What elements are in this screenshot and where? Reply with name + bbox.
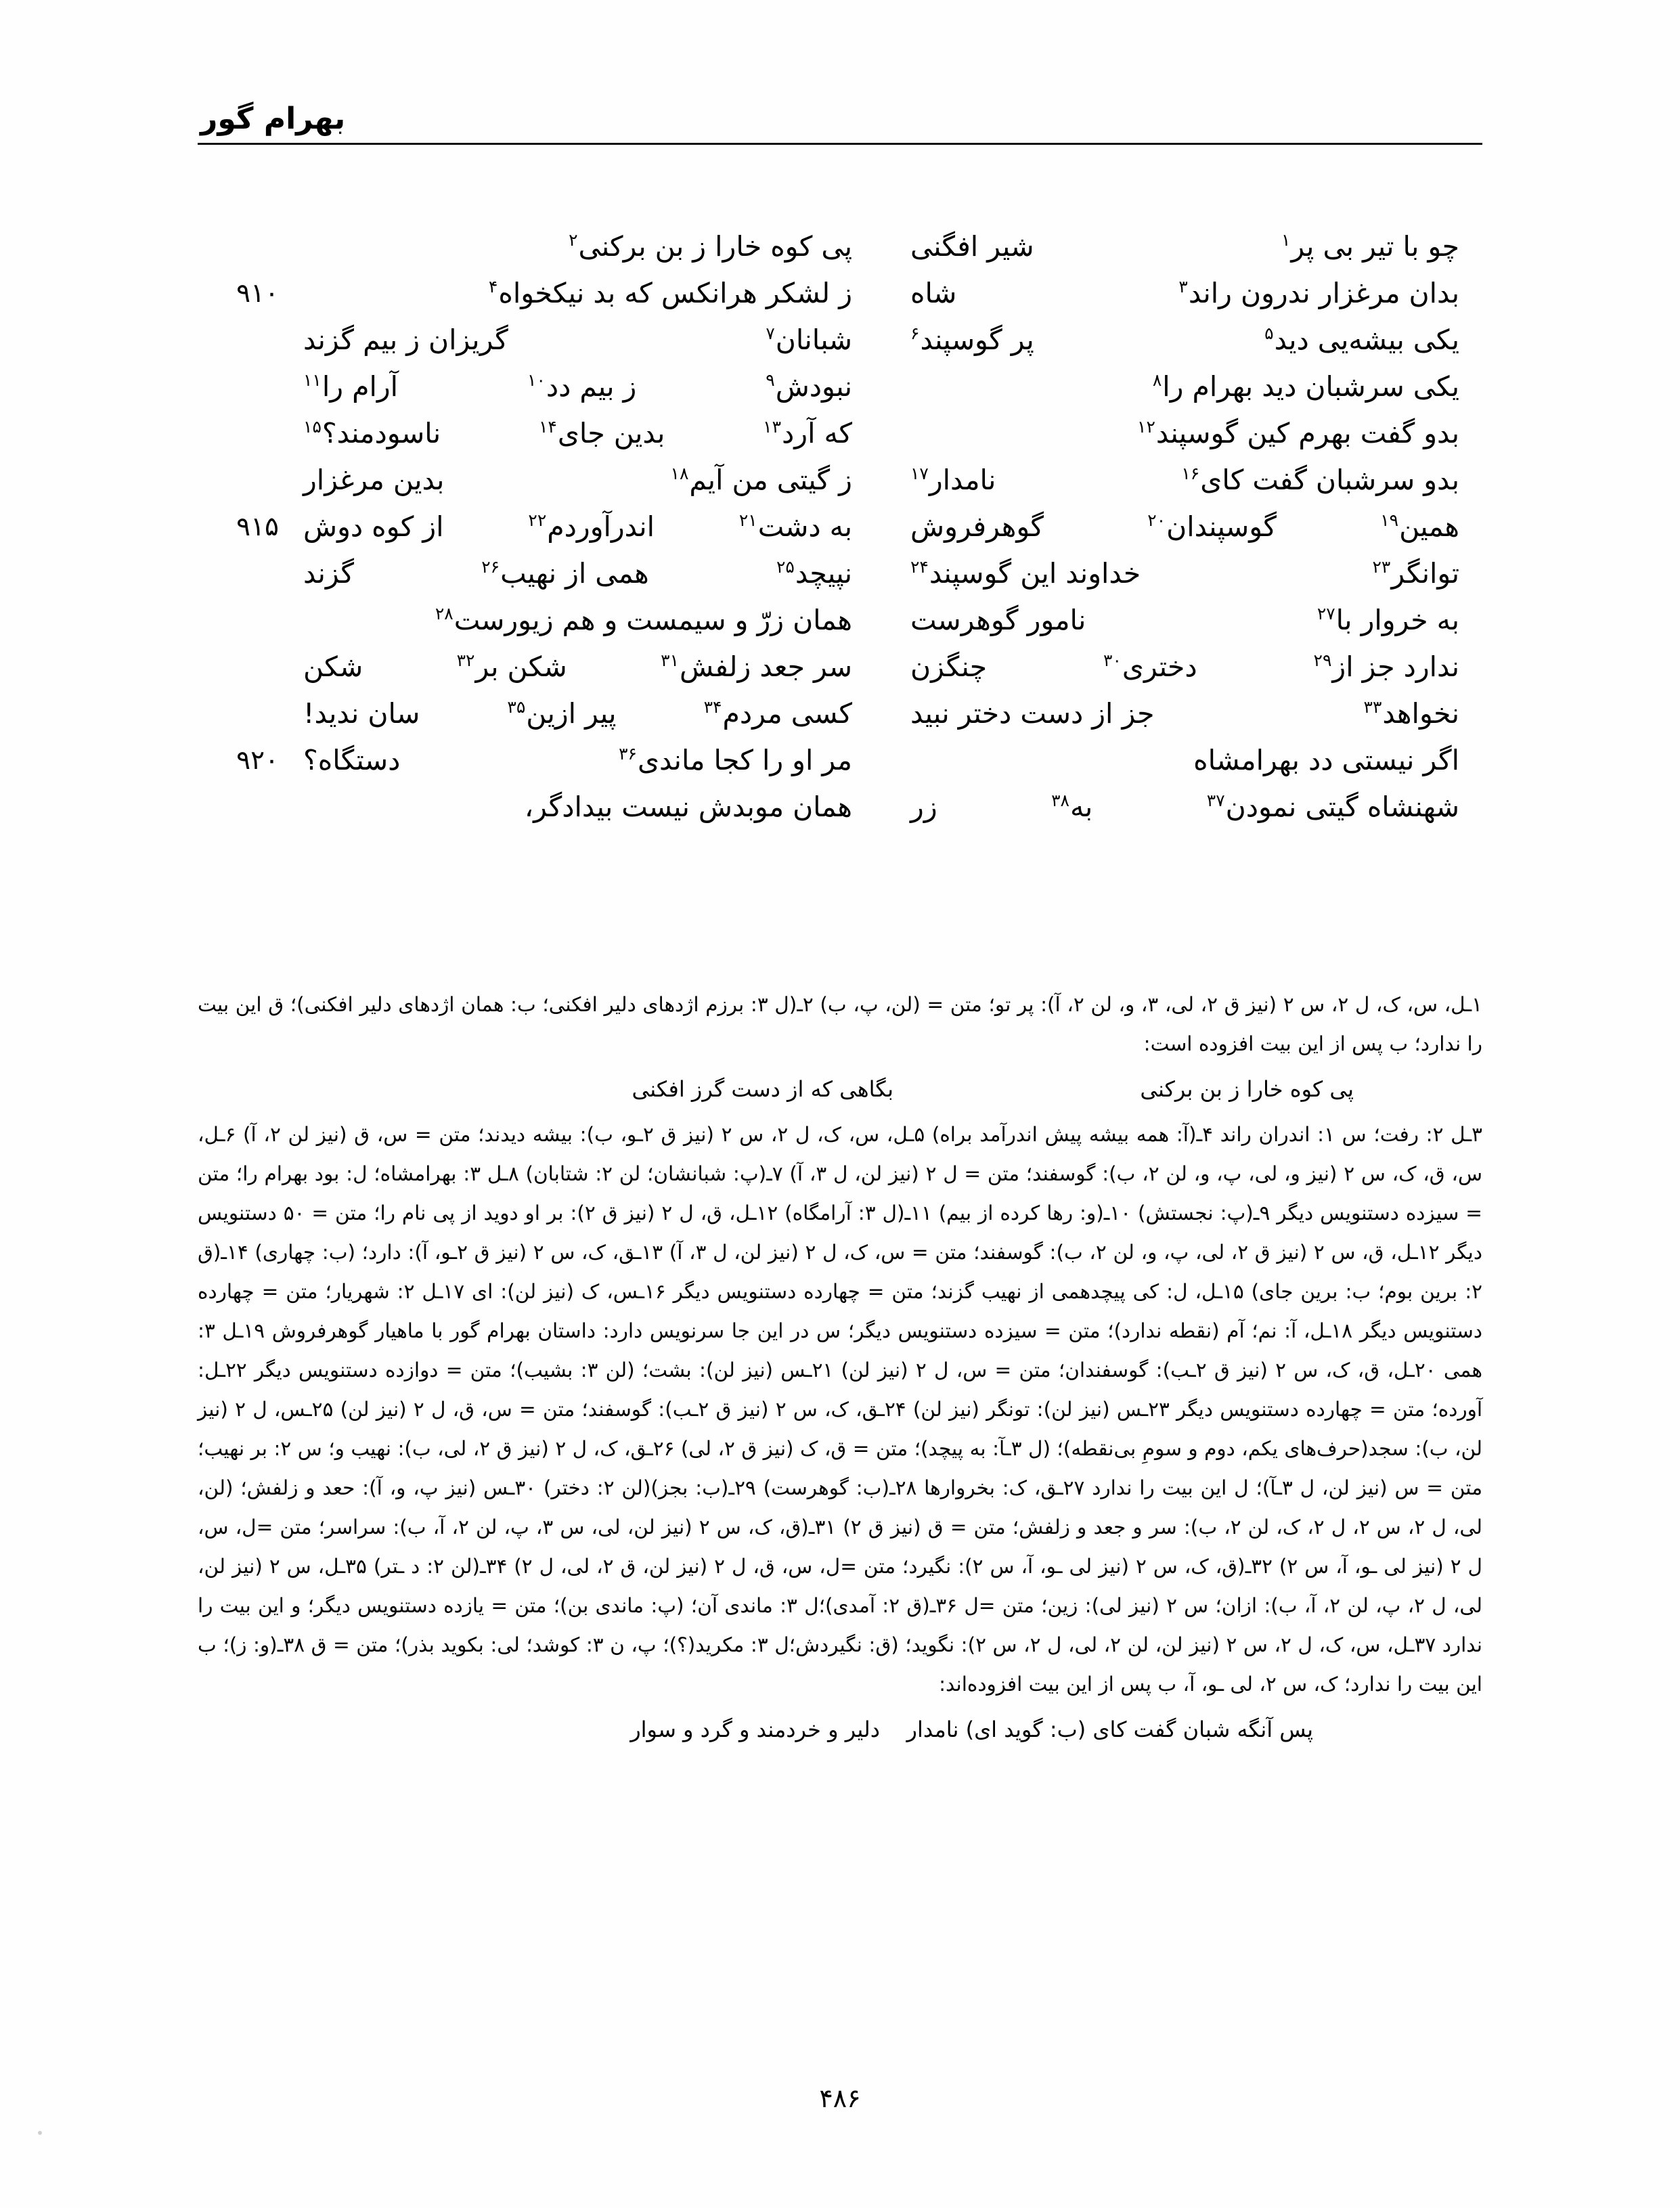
footnote-marker: ۹ — [766, 370, 775, 391]
verse-2-hemistich-1 — [887, 317, 1482, 363]
verse-3-h2-segment-0: نبودش$^۹$ — [766, 370, 852, 403]
verse-1-h2-segment-0: ز لشکر هرانکس که بد نیکخواه$^۴$ — [488, 277, 852, 309]
footnote-marker: ۳ — [1178, 277, 1188, 297]
verse-9-hemistich-1 — [887, 644, 1482, 690]
verse-10-h2-segment-1: پیر ازین$^{۳۵}$ — [507, 697, 617, 730]
verse-line — [198, 504, 1482, 550]
footnote-marker: ۲۱ — [738, 510, 757, 531]
inset-verse-1-hemistich-1: پی کوه خارا ز بن برکنی — [1140, 1076, 1354, 1102]
footnote-marker: ۳۵ — [507, 697, 526, 717]
verse-0-hemistich-1 — [887, 223, 1482, 270]
footnote-marker: ۱۸ — [670, 464, 689, 484]
folio-page-number: ۴۸۶ — [819, 2083, 861, 2113]
footnote-marker: ۵ — [1264, 324, 1274, 344]
verse-4-h2-segment-1: بدین جای$^{۱۴}$ — [538, 417, 665, 449]
verse-11-h1-segment-0: اگر نیستی دد بهرامشاه — [1193, 744, 1459, 776]
verse-3-h2-segment-1: ز بیم دد$^{۱۰}$ — [527, 370, 637, 403]
inset-verse-1 — [198, 1067, 1482, 1111]
verse-9-h2-segment-1: شکن بر$^{۳۲}$ — [456, 650, 567, 683]
verse-9-h1-segment-0: ندارد جز از$^{۲۹}$ — [1313, 650, 1459, 683]
verse-11-hemistich-2 — [280, 737, 875, 784]
verse-8-h1-segment-1: نامور گوهرست — [910, 604, 1086, 636]
verse-0-h1-segment-1: شیر افگنی — [910, 230, 1034, 263]
verse-3-h1-segment-0: یکی سرشبان دید بهرام را$^۸$ — [1152, 370, 1459, 403]
verse-8-h2-segment-0: همان زرّ و سیمست و هم زیورست$^{۲۸}$ — [435, 604, 852, 636]
verse-7-h2-segment-2: گزند — [303, 557, 355, 590]
footnote-marker: ۳۶ — [619, 744, 637, 764]
verse-10-h1-segment-1: جز از دست دختر نبید — [910, 697, 1155, 730]
verse-9-h1-segment-2: چنگزن — [910, 650, 988, 683]
verse-1-hemistich-1 — [887, 270, 1482, 317]
inset-verse-2 — [198, 1708, 1482, 1751]
verse-2-h1-segment-0: یکی بیشه‌یی دید$^۵$ — [1264, 324, 1459, 356]
verse-12-hemistich-2 — [280, 784, 875, 831]
footnote-marker: ۱۱ — [303, 370, 322, 391]
verse-5-hemistich-2 — [280, 457, 875, 504]
verse-2-h2-segment-1: گریزان ز بیم گزند — [303, 324, 508, 356]
footnote-marker: ۱۹ — [1380, 510, 1399, 531]
verse-line — [198, 737, 1482, 784]
footnote-marker: ۳۰ — [1103, 650, 1122, 671]
footnote-marker: ۲۷ — [1317, 604, 1335, 624]
verse-12-hemistich-1 — [887, 784, 1482, 831]
verse-10-h1-segment-0: نخواهد$^{۳۳}$ — [1363, 697, 1459, 730]
verse-4-hemistich-2 — [280, 410, 875, 457]
verse-11-hemistich-1 — [887, 737, 1482, 784]
footnote-marker: ۲۴ — [910, 557, 929, 577]
verse-4-h2-segment-2: ناسودمند؟$^{۱۵}$ — [303, 417, 441, 449]
verse-2-hemistich-2 — [280, 317, 875, 363]
footnote-marker: ۶ — [910, 324, 920, 344]
verse-3-h2-segment-2: آرام را$^{۱۱}$ — [303, 370, 399, 403]
inset-verse-2-hemistich-2: دلیر و خردمند و گرد و سوار — [630, 1717, 880, 1742]
verse-3-hemistich-1 — [887, 363, 1482, 410]
verse-12-h1-segment-1: به$^{۳۸}$ — [1051, 791, 1093, 823]
page-header — [198, 102, 1482, 145]
verse-6-h1-segment-1: گوسپندان$^{۲۰}$ — [1147, 510, 1277, 543]
verse-7-h1-segment-1: خداوند این گوسپند$^{۲۴}$ — [910, 557, 1141, 590]
verse-12-h1-segment-0: شهنشاه گیتی نمودن$^{۳۷}$ — [1206, 791, 1459, 823]
verse-2-h2-segment-0: شبانان$^۷$ — [766, 324, 852, 356]
verse-1-hemistich-2 — [280, 270, 875, 317]
footnote-marker: ۲۹ — [1313, 650, 1332, 671]
verse-line — [198, 317, 1482, 363]
verse-2-h1-segment-1: پر گوسپند$^۶$ — [910, 324, 1034, 356]
verse-line — [198, 270, 1482, 317]
verse-4-hemistich-1 — [887, 410, 1482, 457]
verse-line — [198, 550, 1482, 597]
verse-7-hemistich-2 — [280, 550, 875, 597]
verse-5-h2-segment-1: بدین مرغزار — [303, 464, 445, 496]
footnote-marker: ۴ — [488, 277, 498, 297]
inset-verse-1-hemistich-2: بگاهی که از دست گرز افکنی — [632, 1076, 893, 1102]
footnote-marker: ۲۶ — [481, 557, 500, 577]
verse-7-h2-segment-0: نپیچد$^{۲۵}$ — [776, 557, 852, 590]
footnote-marker: ۱۶ — [1181, 464, 1200, 484]
verse-8-h1-segment-0: به خروار با$^{۲۷}$ — [1317, 604, 1459, 636]
verse-4-h1-segment-0: بدو گفت بهرم کین گوسپند$^{۱۲}$ — [1137, 417, 1459, 449]
verse-9-hemistich-2 — [280, 644, 875, 690]
verse-1-h1-segment-0: بدان مرغزار ندرون راند$^۳$ — [1178, 277, 1459, 309]
apparatus-paragraph-1: ۱ـل، س، ک، ل ۲، س ۲ (نیز ق ۲، لی، ۳، و، لن ۲، آ): پر تو؛ متن = (لن، پ، ب) ۲ـ(ل ۳: برزم اژدهای دلیر افکنی؛ ب: همان اژدهای دلیر افکنی)؛ ق این بیت را ندارد؛ ب پس از این بیت افزوده است: — [198, 993, 1483, 1055]
verse-0-hemistich-2 — [280, 223, 875, 270]
verse-3-hemistich-2 — [280, 363, 875, 410]
verse-9-h2-segment-0: سر جعد زلفش$^{۳۱}$ — [661, 650, 852, 683]
verse-5-h1-segment-1: نامدار$^{۱۷}$ — [910, 464, 996, 496]
verse-7-h2-segment-1: همی از نهیب$^{۲۶}$ — [481, 557, 649, 590]
header-divider-rule — [198, 143, 1482, 145]
verse-4-h2-segment-0: که آرد$^{۱۳}$ — [763, 417, 852, 449]
footnote-marker: ۳۱ — [661, 650, 679, 671]
footnote-marker: ۱۳ — [763, 417, 782, 437]
verse-line — [198, 597, 1482, 644]
footnote-marker: ۳۳ — [1363, 697, 1382, 717]
scan-artifact — [38, 2131, 42, 2135]
verse-10-hemistich-2 — [280, 690, 875, 737]
verse-0-h2-segment-0: پی کوه خارا ز بن برکنی$^۲$ — [569, 230, 852, 263]
verse-line — [198, 410, 1482, 457]
verse-line — [198, 457, 1482, 504]
verse-10-hemistich-1 — [887, 690, 1482, 737]
footnote-marker: ۱۰ — [527, 370, 546, 391]
footnote-marker: ۷ — [766, 324, 775, 344]
verse-number: ۹۲۰ — [236, 745, 279, 776]
footnote-marker: ۳۴ — [703, 697, 722, 717]
footnote-marker: ۲۳ — [1372, 557, 1391, 577]
verse-line — [198, 644, 1482, 690]
footnote-marker: ۲۵ — [776, 557, 795, 577]
verse-6-h2-segment-2: از کوه دوش — [303, 510, 444, 543]
footnote-marker: ۲۲ — [528, 510, 547, 531]
verse-6-h1-segment-0: همین$^{۱۹}$ — [1380, 510, 1459, 543]
verse-5-hemistich-1 — [887, 457, 1482, 504]
verse-11-h2-segment-0: مر او را کجا ماندی$^{۳۶}$ — [619, 744, 852, 776]
verse-5-h2-segment-0: ز گیتی من آیم$^{۱۸}$ — [670, 464, 852, 496]
verse-8-hemistich-1 — [887, 597, 1482, 644]
verse-6-h2-segment-0: به دشت$^{۲۱}$ — [738, 510, 852, 543]
footnote-marker: ۱۵ — [303, 417, 322, 437]
verse-line — [198, 363, 1482, 410]
verse-12-h1-segment-2: زر — [910, 791, 937, 823]
footnote-marker: ۲۸ — [435, 604, 454, 624]
footnote-marker: ۱۲ — [1137, 417, 1155, 437]
footnote-marker: ۱۷ — [910, 464, 929, 484]
verse-6-hemistich-1 — [887, 504, 1482, 550]
footnote-marker: ۱ — [1281, 230, 1291, 250]
verse-5-h1-segment-0: بدو سرشبان گفت کای$^{۱۶}$ — [1181, 464, 1459, 496]
verse-7-h1-segment-0: توانگر$^{۲۳}$ — [1372, 557, 1459, 590]
footnote-marker: ۲۰ — [1147, 510, 1166, 531]
verse-6-h2-segment-1: اندرآوردم$^{۲۲}$ — [528, 510, 655, 543]
footnote-marker: ۲ — [569, 230, 578, 250]
verse-line — [198, 784, 1482, 831]
footnote-marker: ۳۸ — [1051, 791, 1069, 811]
verse-0-h1-segment-0: چو با تیر بی پر$^۱$ — [1281, 230, 1459, 263]
verse-number: ۹۱۵ — [236, 512, 279, 542]
inset-verse-2-hemistich-1: پس آنگه شبان گفت کای (ب: گوید ای) نامدار — [906, 1717, 1313, 1742]
footnote-marker: ۱۴ — [538, 417, 557, 437]
apparatus-paragraph-2: ۳ـل ۲: رفت؛ س ۱: اندران راند ۴ـ(آ: همه بیشه پیش اندرآمد براه) ۵ـل، س، ک، ل ۲، س ۲ (نیز ق ۲ـو، ب): بیشه دیدند؛ متن = س، ق (نیز لن ۲، آ) ۶ـل، س، ق، ک، س ۲ (نیز و، لی، پ، و، لن ۲، ب): گوسفند؛ متن = ل ۲ (نیز لن، ل ۳، آ) ۷ـ(پ: شبانشان؛ لن ۲: شتابان) ۸ـل ۳: بهرامشاه؛ ل: بود بهرام را؛ متن = سیزده دستنویس دیگر ۹ـ(پ: نجستش) ۱۰ـ(و: رها کرده از بیم) ۱۱ـ(ل ۳: آرامگاه) ۱۲ـل، ق، ل ۲ (نیز ق ۲): بر او دوید از پی نام را؛ متن = ۵۰ دستنویس دیگر ۱۲ـل، ق، س ۲ (نیز ق ۲، لی، پ، و، لن ۲، ب): گوسفند؛ متن = س، ک، ل ۲ (نیز لن، ل ۳، آ) ۱۳ـق، ک، س ۲ (نیز ق ۲ـو، آ): دارد؛ (ب: چهاری) ۱۴ـ(ق ۲: برین بوم؛ ب: برین جای) ۱۵ـل، ل: کی پیچدهمی از نهیب گزند؛ متن = چهارده دستنویس دیگر ۱۶ـس، ک (نیز لن): ای ۱۷ـل ۲: شهریار؛ متن = چهارده دستنویس دیگر ۱۸ـل، آ: نم؛ آم (نقطه ندارد)؛ متن = سیزده دستنویس دیگر؛ س در این جا سرنویس دارد: داستان بهرام گور با ماهیار گوهرفروش ۱۹ـل ۳: همی ۲۰ـل، ق، ک، س ۲ (نیز ق ۲ـب): گوسفندان؛ متن = س، ل ۲ (نیز لن) ۲۱ـس (نیز لن): بشت؛ (لن ۳: بشیب)؛ متن = دوازده دستنویس دیگر ۲۲ـل: آورده؛ متن = چهارده دستنویس دیگر ۲۳ـس (نیز لن): تونگر (نیز لن) ۲۴ـق، ک، س ۲ (نیز ق ۲ـب): گوسفند؛ متن = س، ق، ل ۲ (نیز لن) ۲۵ـس، ل ۲ (نیز لن، ب): سجد(حرف‌های یکم، دوم و سومِ بی‌نقطه)؛ (ل ۳ـآ: به پیچد)؛ متن = ق، ک (نیز ق ۲، لی) ۲۶ـق، ک، ل ۲ (نیز ق ۲، لی، ب): نهیب و؛ س ۲: بر نهیب؛ متن = س (نیز لن، ل ۳ـآ)؛ ل این بیت را ندارد ۲۷ـق، ک: بخروارها ۲۸ـ(ب: گوهرست) ۲۹ـ(ب: بجز)(لن ۲: دختر) ۳۰ـس (نیز پ، و، آ): حعد و زلفش؛ (لن، لی، ل ۲، س ۲، ل ۲، ک، لن ۲، ب): سر و جعد و زلفش؛ متن = ق (نیز ق ۲) ۳۱ـ(ق، ک، س ۲ (نیز لن، لی، س ۳، پ، لن ۲، آ، ب): سراسر؛ متن =ل، س، ل ۲ (نیز لی ـو، آ، س ۲) ۳۲ـ(ق، ک، س ۲ (نیز لی ـو، آ، س ۲): نگیرد؛ متن =ل، س، ق، ل ۲ (نیز لن، ق ۲، لی، ل ۲) ۳۴ـ(لن ۲: د ـتر) ۳۵ـل، س ۲ (نیز لن، لی، ل ۲، پ، لن ۲، آ، ب): ازان؛ س ۲ (نیز لی): زین؛ متن =ل ۳۶ـ(ق ۲: آمدی)؛ل ۳: ماندی آن؛ (پ: ماندی بن)؛ متن = یازده دستنویس دیگر؛ و این بیت را ندارد ۳۷ـل، س، ک، ل ۲، س ۲ (نیز لن، لن ۲، لی، ل ۲، س ۲): نگوید؛ (ق: نگیردش؛ل ۳: مکرید(؟)؛ پ، ن ۳: ‌کوشد؛ لی: بکوید بذر)؛ متن = ق ۳۸ـ(و: ز)؛ ب این بیت را ندارد؛ ک، س ۲، لی ـو، آ، ب پس از این بیت افزوده‌اند: — [198, 1123, 1483, 1696]
verse-9-h1-segment-1: دختری$^{۳۰}$ — [1103, 650, 1197, 683]
verse-10-h2-segment-0: کسی مردم$^{۳۴}$ — [703, 697, 852, 730]
verse-11-h2-segment-1: دستگاه؟ — [303, 744, 401, 776]
verse-12-h2-segment-0: همان موبدش نیست بیدادگر، — [524, 791, 852, 823]
critical-apparatus — [198, 985, 1482, 1755]
footnote-marker: ۳۷ — [1206, 791, 1225, 811]
footnote-marker: ۸ — [1152, 370, 1162, 391]
verse-1-h1-segment-1: شاه — [910, 277, 957, 309]
footnote-marker: ۳۲ — [456, 650, 475, 671]
verse-line — [198, 223, 1482, 270]
verse-8-hemistich-2 — [280, 597, 875, 644]
verse-10-h2-segment-2: سان ندید! — [303, 697, 420, 730]
verse-6-h1-segment-2: گوهرفروش — [910, 510, 1044, 543]
verse-number: ۹۱۰ — [236, 278, 279, 309]
verse-block — [198, 223, 1482, 831]
verse-7-hemistich-1 — [887, 550, 1482, 597]
verse-6-hemistich-2 — [280, 504, 875, 550]
verse-line — [198, 690, 1482, 737]
running-head-title: بهرام گور — [200, 102, 346, 136]
verse-9-h2-segment-2: شکن — [303, 650, 363, 683]
